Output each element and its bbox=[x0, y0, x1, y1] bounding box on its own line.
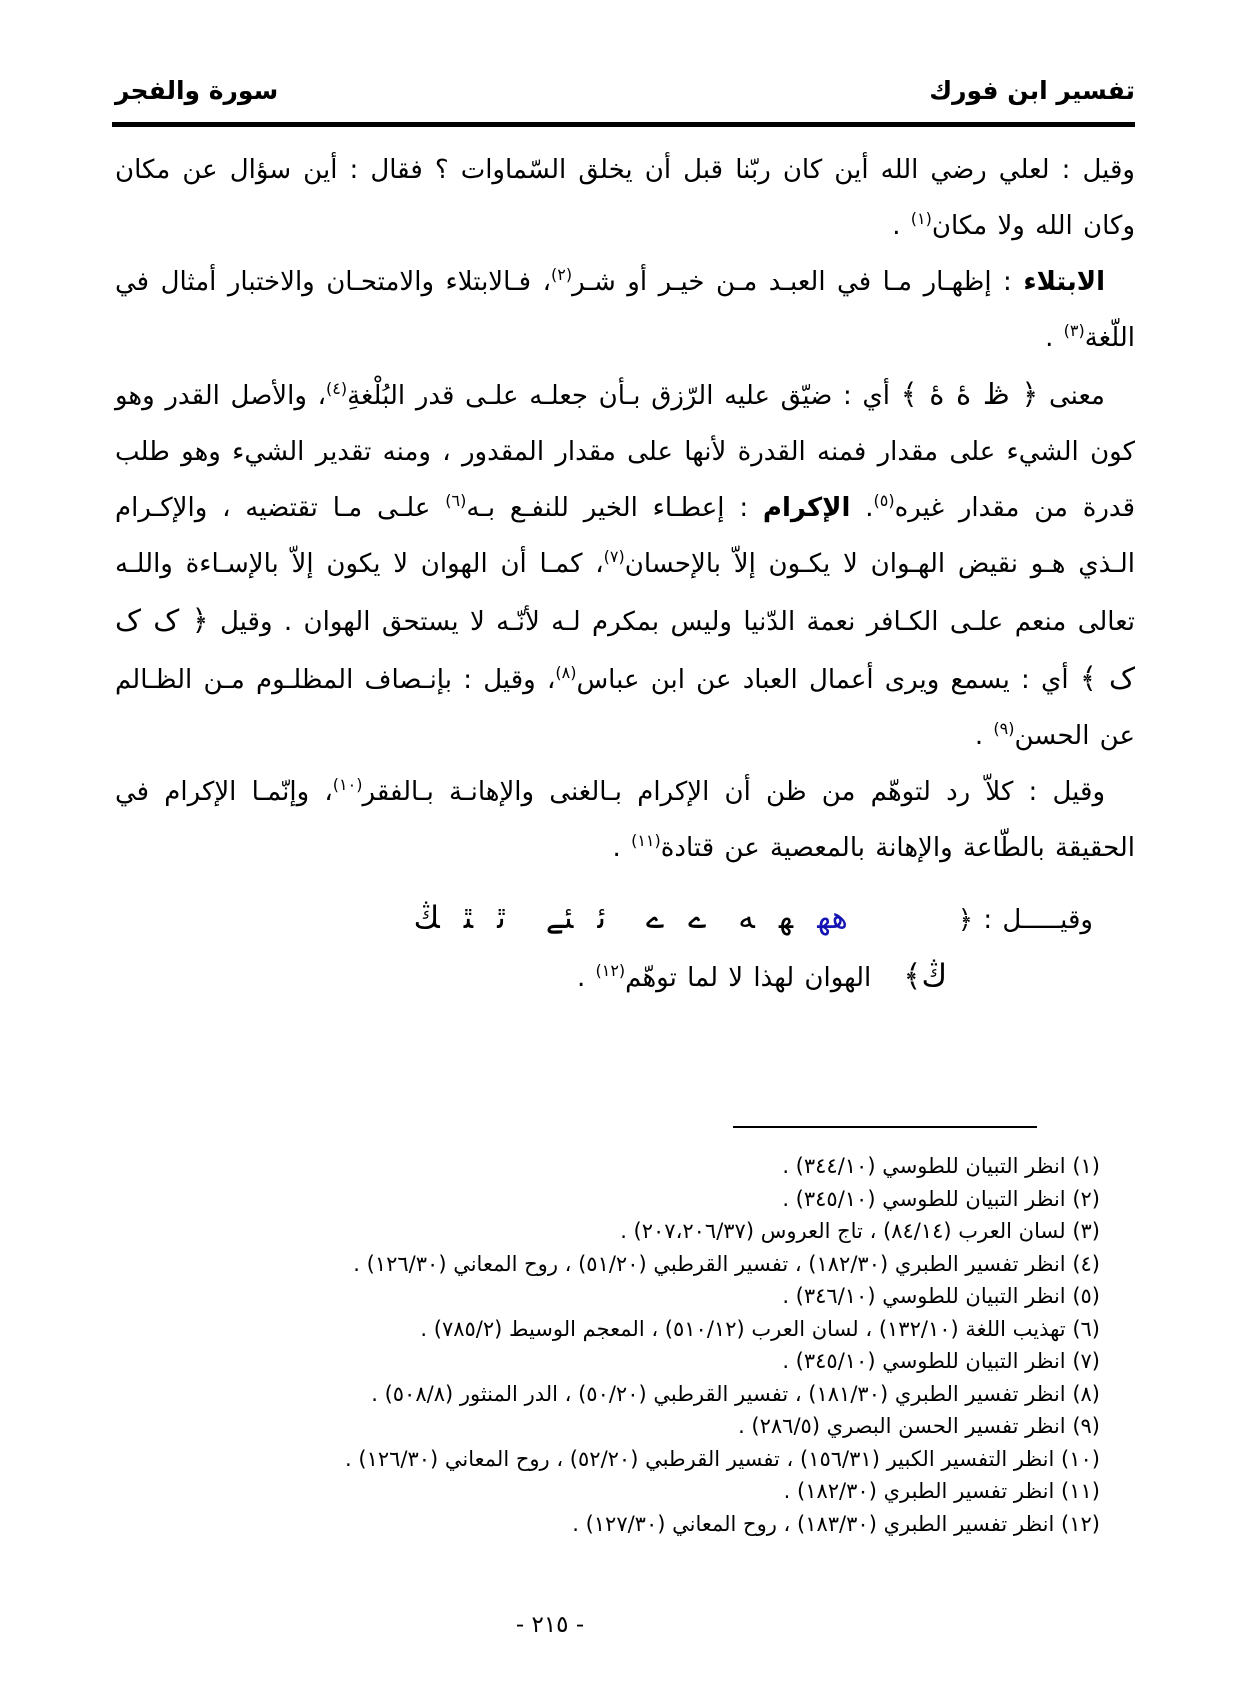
text-run: الهوان لهذا لا لما توهّم bbox=[625, 963, 872, 993]
text-run: علـى مـا تقتضيه ، والإكـرام الـذي هـو نقيض الهـوان لا يكـون إلاّ بالإحسان bbox=[115, 493, 1136, 579]
text-run: . bbox=[576, 963, 596, 993]
text-run: ، وقيل : بإنـصاف المظلـوم مـن الظـالم عن الحسن bbox=[115, 665, 1135, 751]
footnote: (١٢) انظر تفسير الطبري (١٨٣/٣٠) ، روح المعاني (١٢٧/٣٠) . bbox=[572, 1511, 1100, 1536]
text-run: ، وإنّمـا الإكرام في الحقيقة بالطّاعة والإهانة بالمعصية عن قتادة bbox=[115, 777, 1135, 863]
paragraph-kalla-radd bbox=[115, 764, 1135, 876]
quran-glyphs: ے bbox=[645, 900, 665, 936]
quran-glyphs: ئ bbox=[597, 900, 606, 936]
paragraph-verse-line-1 bbox=[115, 890, 1135, 948]
text-run: ، والأصل القدر وهو كون الشيء على مقدار فمنه القدرة لأنها على مقدار المقدور ، ومنه تقدير الشيء وهو طلب قدرة من مقدار غيره bbox=[115, 381, 1135, 523]
footnote: (٨) انظر تفسير الطبري (١٨١/٣٠) ، تفسير القرطبي (٥٠/٢٠) ، الدر المنثور (٥٠٨/٨) . bbox=[371, 1381, 1100, 1406]
text-run: . bbox=[850, 493, 874, 523]
page-header bbox=[115, 76, 1135, 105]
footnote-ref: (٩) bbox=[993, 719, 1015, 738]
footnote-ref: (٧) bbox=[603, 547, 625, 566]
bold-term: الابتلاء bbox=[1023, 267, 1105, 297]
footnote-ref: (٢) bbox=[550, 265, 573, 284]
text-run: . bbox=[974, 721, 994, 751]
spacer bbox=[871, 985, 897, 986]
text-run: وقيل : كلاّ رد لتوهّم من ظن أن الإكرام بـالغنى والإهانـة بـالفقر bbox=[362, 777, 1106, 807]
footnote-ref: (٥) bbox=[873, 491, 895, 510]
footnote: (٩) انظر تفسير الحسن البصري (٢٨٦/٥) . bbox=[738, 1414, 1100, 1438]
quran-glyphs: ڭ bbox=[413, 900, 440, 936]
bold-term: الإكرام bbox=[762, 493, 851, 523]
quran-glyphs: ڭ﴾ bbox=[903, 958, 947, 994]
text-run: أي : ضيّق عليه الرّزق بـأن جعلـه علـى قدر البُلْغةِ bbox=[347, 381, 901, 411]
surah-title: سورة والفجر bbox=[115, 76, 279, 105]
footnote-ref: (٤) bbox=[325, 379, 348, 398]
footnote: (١) انظر التبيان للطوسي (٣٤٤/١٠) . bbox=[782, 1154, 1100, 1178]
footnote-ref: (٣) bbox=[1063, 321, 1085, 340]
quran-glyphs: ے bbox=[688, 900, 707, 936]
spacer bbox=[506, 927, 522, 928]
text-run: : إظهـار مـا في العبـد مـن خيـر أو شـر bbox=[572, 267, 1024, 297]
text-run: أي : يسمع ويرى أعمال العباد عن ابن عباس bbox=[576, 665, 1080, 695]
footnote: (٣) لسان العرب (٨٤/١٤) ، تاج العروس (٢٠٧،٢٠٦/٣٧) . bbox=[620, 1219, 1100, 1243]
footnote: (١١) انظر تفسير الطبري (١٨٢/٣٠) . bbox=[783, 1479, 1100, 1503]
text-run: . bbox=[1045, 323, 1064, 353]
text-run: ، كمـا أن الهوان لا يكون إلاّ بالإسـاءة واللـه تعالى منعم علـى الكـافر نعمة الدّنيا وليس بمكرم لـه لأنّـه لا يستحق الهوان . وقيل bbox=[115, 549, 1135, 637]
paragraph-ibtila bbox=[115, 254, 1135, 366]
quran-glyphs: ه bbox=[778, 900, 794, 936]
spacer bbox=[848, 927, 958, 928]
footnote: (٦) تهذيب اللغة (١٣٢/١٠) ، لسان العرب (٥١٠/١٢) ، المعجم الوسيط (٧٨٥/٢) . bbox=[420, 1316, 1100, 1341]
quran-glyphs: ٿ bbox=[463, 900, 474, 936]
text-run: معنى bbox=[1038, 381, 1105, 411]
footnote-ref: (١٠) bbox=[332, 775, 363, 794]
paragraph-maana-ikram bbox=[115, 366, 1135, 764]
quran-glyphs: ه bbox=[738, 900, 755, 936]
footnote-ref: (١) bbox=[910, 209, 932, 228]
spacer bbox=[706, 927, 714, 928]
footnote: (٧) انظر التبيان للطوسي (٣٤٥/١٠) . bbox=[782, 1349, 1100, 1373]
text-run: . bbox=[612, 833, 632, 863]
paragraph-ain-sual bbox=[115, 142, 1135, 254]
footnotes-list bbox=[100, 1150, 1100, 1540]
quran-glyphs: ﴿ ڟ ۀ ۀ ﴾ bbox=[900, 377, 1039, 411]
text-run: وقيـــــل : ﴿ bbox=[957, 905, 1093, 935]
paragraph-verse-line-2 bbox=[115, 948, 1135, 1006]
quran-glyphs: ٿ bbox=[497, 900, 506, 936]
footnote-ref: (٨) bbox=[555, 663, 577, 682]
footnote: (٢) انظر التبيان للطوسي (٣٤٥/١٠) . bbox=[782, 1186, 1100, 1211]
quran-glyphs: ﴿ ک ک ک ﴾ bbox=[115, 603, 1135, 695]
quran-glyphs: ئے bbox=[545, 900, 574, 936]
footnote-ref: (١١) bbox=[631, 831, 661, 850]
page-number: - ٢١٥ - bbox=[515, 1612, 585, 1638]
text-run: ، فـالابتلاء والامتحـان والاختبار أمثال في اللّغة bbox=[115, 267, 1135, 353]
spacer bbox=[606, 927, 622, 928]
text-run: . bbox=[892, 211, 911, 241]
footnote: (٤) انظر تفسير الطبري (١٨٢/٣٠) ، تفسير القرطبي (٥١/٢٠) ، روح المعاني (١٢٦/٣٠) . bbox=[353, 1251, 1100, 1276]
quran-glyph-highlight: هه bbox=[817, 900, 848, 936]
footnote: (١٠) انظر التفسير الكبير (١٥٦/٣١) ، تفسير القرطبي (٥٢/٢٠) ، روح المعاني (١٢٦/٣٠) . bbox=[345, 1446, 1100, 1471]
footnote: (٥) انظر التبيان للطوسي (٣٤٦/١٠) . bbox=[782, 1284, 1100, 1308]
footnote-ref: (٦) bbox=[445, 491, 467, 510]
text-run: وقيل : لعلي رضي الله أين كان ربّنا قبل أن يخلق السّماوات ؟ فقال : أين سؤال عن مكان وكان الله ولا مكان bbox=[115, 155, 1135, 241]
header-rule bbox=[112, 122, 1135, 127]
footnote-separator bbox=[733, 1126, 1037, 1128]
footnote-ref: (١٢) bbox=[595, 961, 626, 980]
book-title: تفسير ابن فورك bbox=[929, 76, 1135, 105]
body-text bbox=[115, 142, 1135, 1006]
text-run: : إعطـاء الخير للنفـع بـه bbox=[466, 493, 763, 523]
